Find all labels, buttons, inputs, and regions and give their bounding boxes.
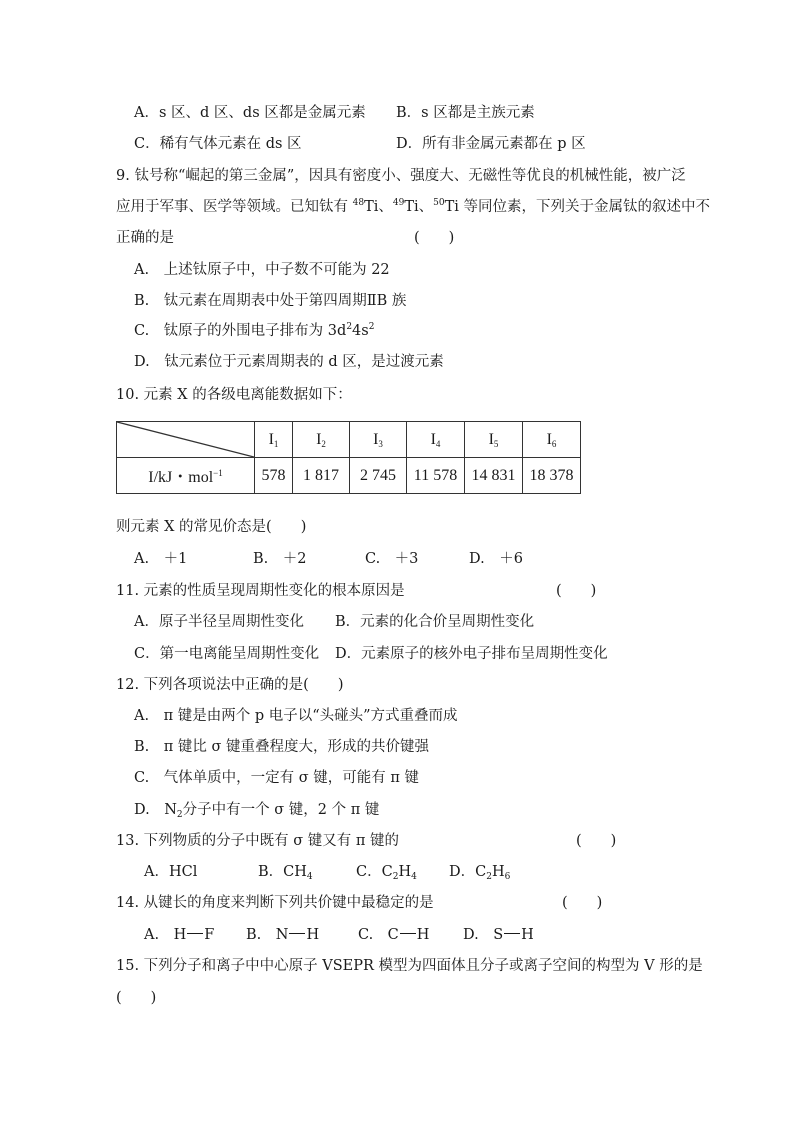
table-header-i3: $I_3$: [350, 422, 407, 458]
q9-option-c: C. 钛原子的外围电子排布为 $3d^24s^2$: [134, 322, 375, 339]
q13-stem: 13. 下列物质的分子中既有 σ 键又有 π 键的: [116, 833, 400, 849]
table-corner-cell: [117, 422, 255, 458]
q13-option-c: C．$C_2H_4$: [356, 864, 417, 882]
table-value-i2: 1 817: [293, 458, 350, 494]
q12-stem: 12. 下列各项说法中正确的是( ): [116, 677, 344, 693]
q13-answer-paren: ( ): [576, 833, 617, 849]
q13-option-b: B．$CH_4$: [258, 864, 313, 882]
table-header-i5: $I_5$: [465, 422, 523, 458]
q14-option-a: A. H F: [144, 927, 215, 943]
q10-option-a: A. ＋1: [134, 551, 188, 567]
q9-option-a: A. 上述钛原子中，中子数不可能为 22: [134, 262, 390, 278]
q9-stem-line3: 正确的是: [116, 230, 174, 246]
table-value-i3: 2 745: [350, 458, 407, 494]
q8-option-a: A．s 区、d 区、ds 区都是金属元素: [134, 105, 366, 121]
q8-option-b: B．s 区都是主族元素: [396, 105, 535, 121]
q14-option-b: B. N H: [246, 927, 320, 943]
single-bond-line: [400, 933, 416, 934]
q11-stem: 11. 元素的性质呈现周期性变化的根本原因是: [116, 583, 405, 599]
q14-answer-paren: ( ): [562, 895, 603, 911]
q11-answer-paren: ( ): [556, 583, 597, 599]
q15-stem: 15. 下列分子和离子中中心原子 VSEPR 模型为四面体且分子或离子空间的构型为 V 形的是: [116, 958, 703, 974]
q14-option-d: D. S H: [463, 927, 534, 943]
q10-stem: 10. 元素 X 的各级电离能数据如下：: [116, 387, 352, 403]
table-value-i5: 14 831: [465, 458, 523, 494]
q15-answer-paren: ( ): [116, 990, 157, 1006]
table-header-row: [117, 422, 581, 458]
ionization-energy-table: [116, 421, 581, 494]
q10-option-d: D. ＋6: [469, 551, 523, 567]
q10-option-b: B. ＋2: [253, 551, 307, 567]
q12-option-a: A. π 键是由两个 p 电子以“头碰头”方式重叠而成: [134, 708, 458, 724]
q13-option-d: D．$C_2H_6$: [449, 864, 511, 882]
single-bond-line: [187, 933, 203, 934]
q11-option-c: C．第一电离能呈周期性变化: [134, 646, 320, 662]
q14-option-c: C. C H: [358, 927, 430, 943]
q12-option-d: D. $N_2$分子中有一个 σ 键，2 个 π 键: [134, 802, 380, 820]
q8-option-d: D．所有非金属元素都在 p 区: [396, 136, 586, 152]
q9-stem-line1: 9. 钛号称“崛起的第三金属”，因具有密度小、强度大、无磁性等优良的机械性能，被广泛: [116, 168, 686, 184]
table-header-i2: $I_2$: [293, 422, 350, 458]
q10-question: 则元素 X 的常见价态是( ): [116, 519, 307, 535]
q11-option-a: A．原子半径呈周期性变化: [134, 614, 304, 630]
q12-option-b: B. π 键比 σ 键重叠程度大，形成的共价键强: [134, 739, 430, 755]
table-value-i6: 18 378: [523, 458, 581, 494]
q9-stem-line2: 应用于军事、医学等领域。已知钛有 $^{48}$Ti、$^{49}$Ti、$^{50}$Ti 等同位素，下列关于金属钛的叙述中不: [116, 198, 711, 215]
q10-option-c: C. ＋3: [365, 551, 419, 567]
diagonal-line: [117, 422, 254, 457]
table-value-row: [117, 458, 581, 494]
q13-option-a: A．HCl: [144, 864, 198, 880]
table-row-label: I/kJ・mol$^{-1}$: [117, 458, 255, 494]
table-value-i4: 11 578: [407, 458, 465, 494]
q9-option-d: D. 钛元素位于元素周期表的 d 区，是过渡元素: [134, 354, 444, 370]
table-value-i1: 578: [255, 458, 293, 494]
q11-option-d: D．元素原子的核外电子排布呈周期性变化: [335, 646, 608, 662]
q9-option-b: B. 钛元素在周期表中处于第四周期ⅡB 族: [134, 293, 407, 309]
q9-answer-paren: ( ): [414, 230, 455, 246]
single-bond-line: [289, 933, 305, 934]
q12-option-c: C. 气体单质中，一定有 σ 键，可能有 π 键: [134, 770, 420, 786]
q14-stem: 14. 从键长的角度来判断下列共价键中最稳定的是: [116, 895, 434, 911]
table-header-i4: $I_4$: [407, 422, 465, 458]
single-bond-line: [504, 933, 520, 934]
table-header-i6: $I_6$: [523, 422, 581, 458]
q8-option-c: C．稀有气体元素在 ds 区: [134, 136, 302, 152]
q11-option-b: B．元素的化合价呈周期性变化: [335, 614, 535, 630]
table-header-i1: $I_1$: [255, 422, 293, 458]
